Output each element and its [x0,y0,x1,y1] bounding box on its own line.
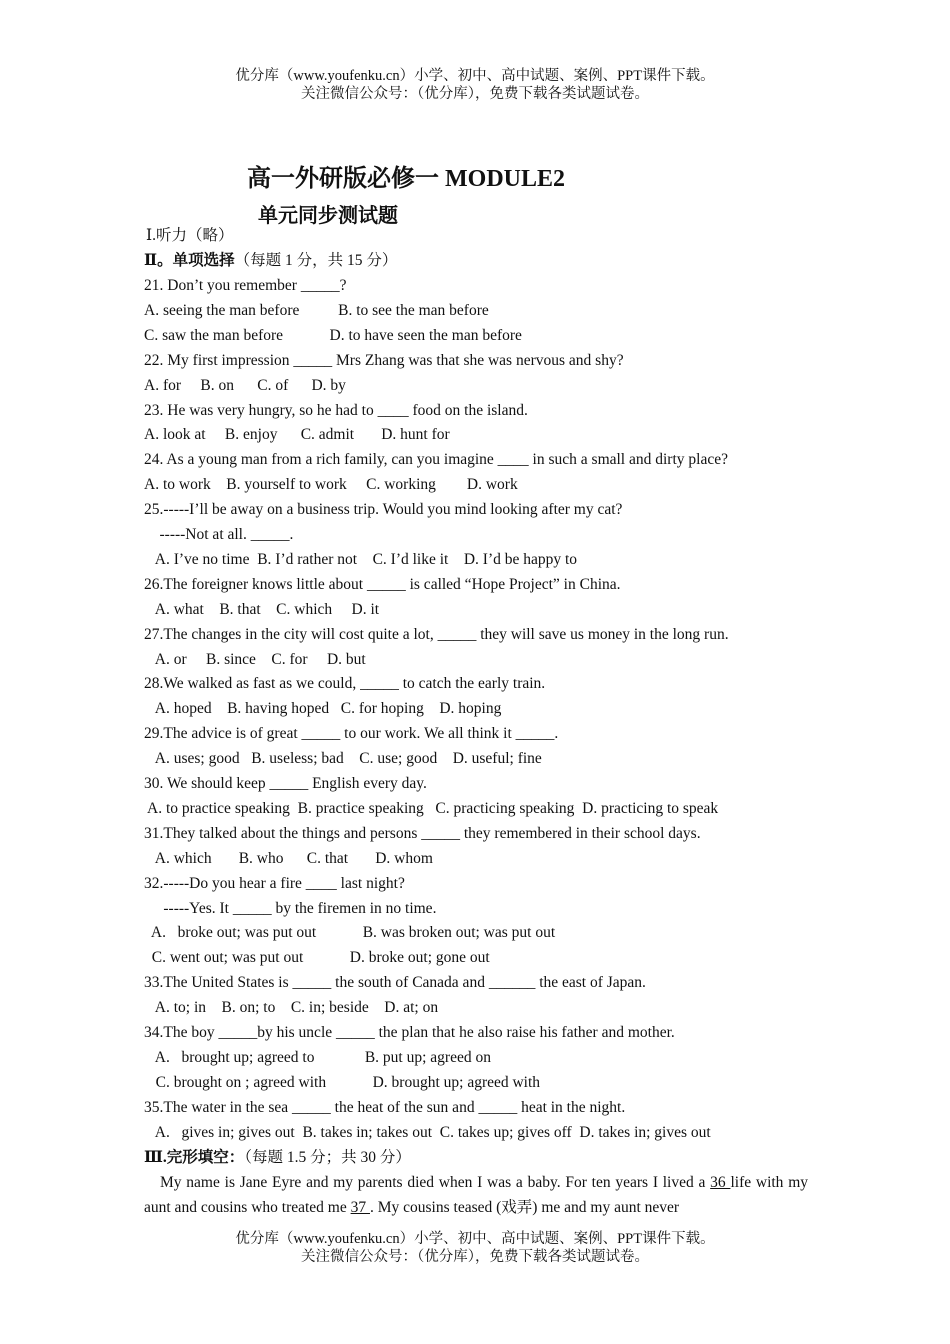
page-footer [0,1230,950,1266]
question-options: A. for B. on C. of D. by [144,377,346,394]
page-header [0,67,950,103]
question-options: C. brought on ; agreed with D. brought up; agreed with [144,1074,541,1091]
question-options: A. look at B. enjoy C. admit D. hunt for [144,426,450,443]
question-options: A. to work B. yourself to work C. working D. work [144,476,518,493]
passage-text: . My cousins teased (戏弄) me and my aunt never [369,1199,680,1216]
question-stem: 26.The foreigner knows little about _____ is called “Hope Project” in China. [144,576,621,593]
question-stem: 29.The advice is of great _____ to our work. We all think it _____. [144,725,559,742]
cloze-passage [144,1170,808,1220]
question-options: A. gives in; gives out B. takes in; takes out C. takes up; gives off D. takes in; gives out [144,1124,711,1141]
section-single-choice [144,251,397,271]
question-stem: 27.The changes in the city will cost quite a lot, _____ they will save us money in the long run. [144,626,729,643]
question-options: A. hoped B. having hoped C. for hoping D. hoping [144,700,502,717]
question-options: A. broke out; was put out B. was broken out; was put out [144,924,556,941]
header-line-1: 优分库（www.youfenku.cn）小学、初中、高中试题、案例、PPT课件下载。 [235,68,715,84]
question-options: A. to practice speaking B. practice speaking C. practicing speaking D. practicing to speak [144,800,719,817]
question-options: A. which B. who C. that D. whom [144,850,433,867]
question-stem: -----Not at all. _____. [144,526,294,543]
question-stem: 33.The United States is _____ the south of Canada and ______ the east of Japan. [144,974,646,991]
question-stem: 32.-----Do you hear a fire ____ last night? [144,875,405,892]
question-options: A. I’ve no time B. I’d rather not C. I’d like it D. I’d be happy to [144,551,578,568]
question-options: A. brought up; agreed to B. put up; agreed on [144,1049,491,1066]
question-options: A. what B. that C. which D. it [144,601,380,618]
footer-line-1: 优分库（www.youfenku.cn）小学、初中、高中试题、案例、PPT课件下载。 [235,1231,715,1247]
section-single-choice-note: （每题 1 分，共 15 分） [234,252,398,269]
question-options: A. or B. since C. for D. but [144,651,366,668]
question-stem: 30. We should keep _____ English every day. [144,775,427,792]
blank-37: 37 [350,1199,370,1216]
question-options: C. saw the man before D. to have seen the man before [144,327,522,344]
question-options: A. to; in B. on; to C. in; beside D. at; on [144,999,439,1016]
question-stem: 28.We walked as fast as we could, _____ to catch the early train. [144,675,546,692]
question-stem: 31.They talked about the things and persons _____ they remembered in their school days. [144,825,701,842]
question-options: A. seeing the man before B. to see the man before [144,302,489,319]
question-stem: 34.The boy _____by his uncle _____ the plan that he also raise his father and mother. [144,1024,675,1041]
question-stem: 24. As a young man from a rich family, can you imagine ____ in such a small and dirty place? [144,451,728,468]
document-subtitle: 单元同步测试题 [258,205,398,227]
question-options: C. went out; was put out D. broke out; gone out [144,949,490,966]
document-title: 高一外研版必修一 MODULE2 [247,166,565,192]
question-stem: -----Yes. It _____ by the firemen in no time. [144,900,437,917]
footer-line-2: 关注微信公众号：（优分库），免费下载各类试题试卷。 [301,1249,649,1265]
section-cloze-note: （每题 1.5 分；共 30 分） [244,1149,411,1166]
section-cloze-label: Ⅲ.完形填空： [144,1149,245,1166]
section-cloze [144,1148,411,1168]
passage-text: My name is Jane Eyre and my parents died when I was a baby. For ten years I lived a [160,1174,711,1191]
question-stem: 21. Don’t you remember _____? [144,277,347,294]
question-options: A. uses; good B. useless; bad C. use; good D. useful; fine [144,750,542,767]
section-single-choice-label: Ⅱ。单项选择 [144,252,235,269]
question-stem: 35.The water in the sea _____ the heat of the sun and _____ heat in the night. [144,1099,626,1116]
question-stem: 23. He was very hungry, so he had to ____ food on the island. [144,402,528,419]
question-stem: 25.-----I’ll be away on a business trip. Would you mind looking after my cat? [144,501,623,518]
question-stem: 22. My first impression _____ Mrs Zhang was that she was nervous and shy? [144,352,624,369]
header-line-2: 关注微信公众号：（优分库），免费下载各类试题试卷。 [301,86,649,102]
section-listening: Ⅰ.听力（略） [146,227,234,244]
passage-text: life with my aunt and cousins who treated me [144,1174,809,1216]
blank-36: 36 [710,1174,731,1191]
